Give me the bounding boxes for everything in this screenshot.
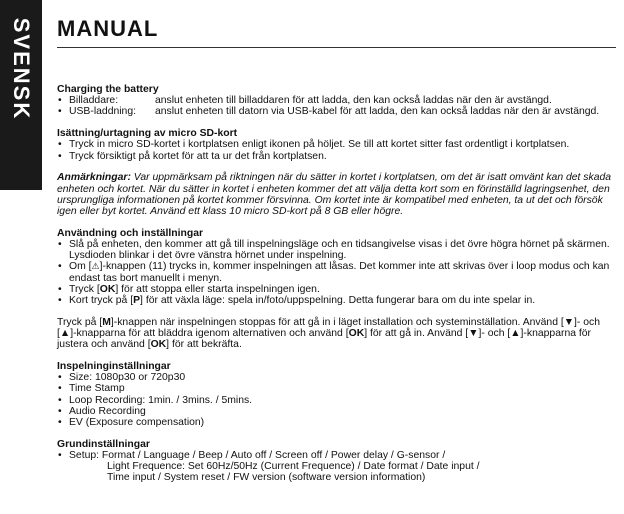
list-item [57, 284, 617, 295]
list-continuation: Time input / System reset / FW version (software version information) [107, 472, 426, 484]
arrow-up-icon: ▲ [510, 328, 521, 340]
list-item: • Time Stamp [57, 383, 617, 394]
usage-heading: Användning och inställningar [57, 227, 204, 239]
recording-section [57, 361, 617, 428]
list-item: • Loop Recording: 1min. / 3mins. / 5mins. [57, 395, 617, 406]
recording-heading: Inspelninginställningar [57, 361, 171, 373]
charging-section [57, 84, 617, 118]
warning-icon: ⚠ [91, 261, 100, 272]
list-item: • EV (Exposure compensation) [57, 417, 617, 428]
page-title: MANUAL [57, 16, 159, 41]
list-item: • Audio Recording [57, 406, 617, 417]
language-label: SVENSK [9, 17, 35, 121]
basic-section [57, 439, 617, 484]
list-item [57, 261, 617, 283]
sd-heading: Isättning/urtagning av micro SD-kort [57, 128, 238, 140]
list-term: • USB-laddning: [69, 106, 137, 118]
list-item [57, 95, 617, 106]
arrow-down-icon: ▼ [468, 328, 479, 340]
m-key: M [102, 316, 111, 328]
p-key: P [133, 295, 141, 307]
basic-heading: Grundinställningar [57, 438, 150, 450]
list-item [57, 239, 617, 261]
list-text: anslut enheten till datorn via USB-kabel för att ladda, den kan också laddas när den är avstängd. [155, 106, 600, 118]
list-text: Slå på enheten, den kommer att gå till inspelningsläge och en tidsangivelse visas i det övre högra hörnet på skärmen. Lysdioden blinkar i det övre vänstra hörnet under inspelning. [69, 239, 610, 262]
sd-note [57, 172, 617, 217]
ok-key: OK [348, 328, 365, 340]
list-item [57, 295, 617, 306]
list-text: ] för att växla läge: spela in/foto/uppspelning. Detta fungerar bara om du inte spelar in. [140, 295, 536, 307]
list-text: Tryck [ [69, 283, 100, 295]
list-item: • Size: 1080p30 or 720p30 [57, 372, 617, 383]
note-label: Anmärkningar: [57, 172, 131, 184]
list-item: • Tryck in micro SD-kortet i kortplatsen enligt ikonen på höljet. Se till att kortet sitter fast ordentligt i kortplatsen. [57, 139, 617, 150]
usage-section [57, 228, 617, 306]
list-term: • Billaddare: [69, 95, 119, 107]
language-tab [0, 0, 42, 190]
ok-key: OK [99, 283, 116, 295]
ok-key: OK [150, 339, 167, 351]
menu-paragraph: Tryck på [M]-knappen när inspelningen stoppas för att gå in i läget installation och systeminställation. Använd [▼]- och [▲]-knapparna för att bläddra igenom alternativen och använd [OK] för att gå in. Använd [▼]- och [▲]-knapparna för justera och använd [OK] för att bekräfta. [57, 316, 601, 351]
list-item: • Tryck försiktigt på kortet för att ta ur det från kortplatsen. [57, 151, 617, 162]
arrow-down-icon: ▼ [563, 316, 575, 328]
arrow-up-icon: ▲ [59, 328, 71, 340]
list-continuation: Light Frequence: Set 60Hz/50Hz (Current Frequence) / Date format / Date input / [107, 461, 480, 473]
manual-content [57, 84, 617, 484]
list-text: Kort tryck på [ [69, 295, 134, 307]
list-text: Om [ [69, 261, 92, 273]
sd-section [57, 128, 617, 162]
list-text: ]-knappen (11) trycks in, kommer inspelningen att låsas. Det kommer inte att skrivas över i loop modus och kan endast tas bort manuellt i menyn. [69, 261, 610, 284]
charging-heading: Charging the battery [57, 84, 159, 95]
list-text: ] för att stoppa eller starta inspelningen igen. [115, 283, 320, 295]
title-divider [57, 47, 616, 48]
note-text: Var uppmärksam på riktningen när du sätter in kortet i kortplatsen, om det är isatt omvänt kan det skada enheten och kortet. När du sätter in kortet i enheten kommer det att välja detta kort som en förinställd lagringsenhet, den ursprungliga informationen på kortet kommer försvinna. Om kortet inte är kompatibel med enheten, ta ut det och försök igen eller byt kortet. Använd ett klass 10 micro SD-kort på 8 GB eller högre. [57, 172, 612, 218]
list-text: anslut enheten till billaddaren för att ladda, den kan också laddas när den är avstängd. [155, 95, 552, 107]
list-item: • Setup: Format / Language / Beep / Auto off / Screen off / Power delay / G-sensor / [57, 450, 617, 461]
list-item [57, 106, 617, 117]
